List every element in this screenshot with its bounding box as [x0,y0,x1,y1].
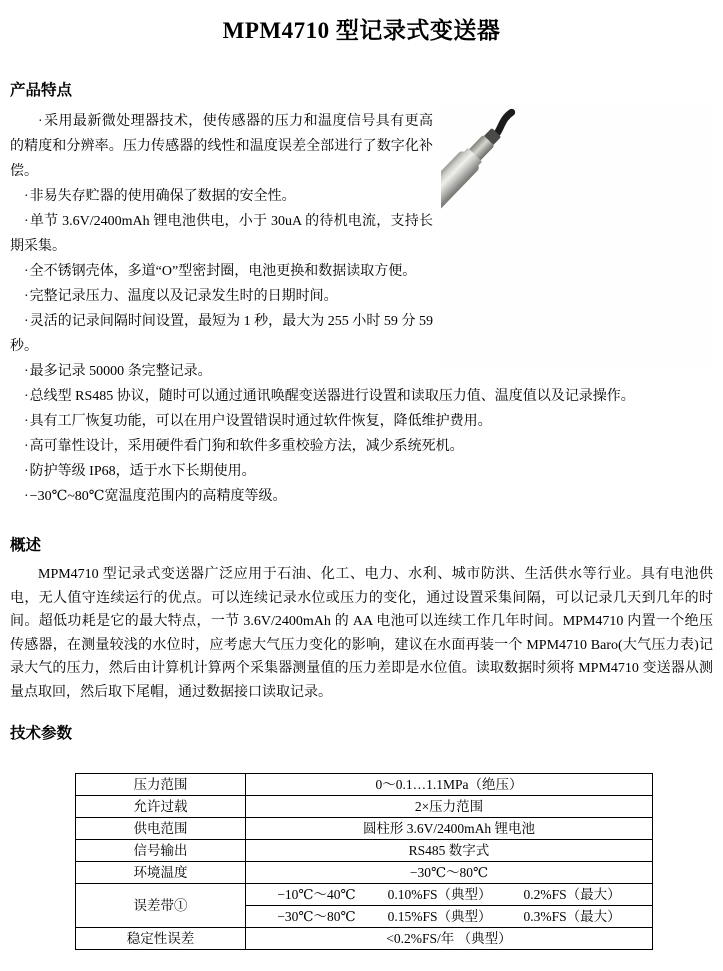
transmitter-probe-image [441,102,709,342]
spec-label: 供电范围 [76,818,246,840]
spec-label: 环境温度 [76,862,246,884]
feature-item: · 单节 3.6V/2400mAh 锂电池供电，小于 30uA 的待机电流，支持长期采集。 [10,209,713,259]
spec-row [76,774,653,796]
spec-row [76,928,653,950]
spec-value [246,906,653,928]
overview-heading: 概述 [10,537,42,554]
spec-value [246,884,653,906]
spec-value: RS485 数字式 [246,840,653,862]
spec-value-part: −10℃～40℃ [277,887,356,902]
spec-value-part: 0.10%FS（典型） [387,887,492,902]
overview-paragraph: MPM4710 型记录式变送器广泛应用于石油、化工、电力、水利、城市防洪、生活供水等行业。具有电池供电，无人值守连续运行的优点。可以连续记录水位或压力的变化，通过设置采集间隔，可以记录几天到几年的时间。超低功耗是它的最大特点，一节 3.6V/2400mAh 的 AA 电池可以连续工作几年时间。MPM4710 内置一个绝压传感器，在测量较浅的水位时，应考虑大气压力变化的影响，建议在水面再装一个 MPM4710 Baro(大气压力表)记录大气的压力，然后由计算机计算两个采集器测量值的压力差即是水位值。读取数据时须将 MPM4710 变送器从测量点取回，然后取下尾帽，通过数据接口读取记录。 [10,567,713,700]
feature-item: · 高可靠性设计，采用硬件看门狗和软件多重校验方法，减少系统死机。 [10,434,713,459]
spec-value-part: −30℃～80℃ [277,909,356,924]
feature-item: · 总线型 RS485 协议，随时可以通过通讯唤醒变送器进行设置和读取压力值、温度值以及记录操作。 [10,384,713,409]
spec-label: 压力范围 [76,774,246,796]
feature-item: · 完整记录压力、温度以及记录发生时的日期时间。 [10,284,713,309]
spec-row [76,884,653,906]
spec-label: 误差带① [76,884,246,928]
spec-label: 信号输出 [76,840,246,862]
device-photo [441,102,713,368]
spec-row [76,818,653,840]
feature-item: · 最多记录 50000 条完整记录。 [10,359,713,384]
spec-value-part: 0.15%FS（典型） [387,909,492,924]
specs-table-body [76,774,653,950]
feature-item: · 采用最新微处理器技术，使传感器的压力和温度信号具有更高的精度和分辨率。压力传感器的线性和温度误差全部进行了数字化补偿。 [10,109,713,184]
feature-item: · 防护等级 IP68，适于水下长期使用。 [10,459,713,484]
feature-item: · 具有工厂恢复功能，可以在用户设置错误时通过软件恢复，降低维护费用。 [10,409,713,434]
feature-item: · 灵活的记录间隔时间设置，最短为 1 秒，最大为 255 小时 59 分 59 秒。 [10,309,713,359]
page-title: MPM4710 型记录式变送器 [222,18,501,43]
spec-label: 稳定性误差 [76,928,246,950]
specs-table [75,773,653,950]
spec-value: −30℃～80℃ [246,862,653,884]
specs-heading: 技术参数 [10,725,73,742]
feature-item: · 非易失存贮器的使用确保了数据的安全性。 [10,184,713,209]
feature-item: · −30℃~80℃宽温度范围内的高精度等级。 [10,484,713,509]
spec-row [76,862,653,884]
spec-value: 0～0.1…1.1MPa（绝压） [246,774,653,796]
probe-body [441,149,481,302]
spec-value: <0.2%FS/年 （典型） [246,928,653,950]
spec-value: 圆柱形 3.6V/2400mAh 锂电池 [246,818,653,840]
spec-row [76,796,653,818]
spec-label: 允许过载 [76,796,246,818]
spec-row [76,840,653,862]
spec-value-part: 0.2%FS（最大） [523,887,621,902]
feature-item: · 全不锈钢壳体，多道“O”型密封圈，电池更换和数据读取方便。 [10,259,713,284]
spec-value-part: 0.3%FS（最大） [523,909,621,924]
spec-value: 2×压力范围 [246,796,653,818]
features-heading: 产品特点 [10,82,73,99]
